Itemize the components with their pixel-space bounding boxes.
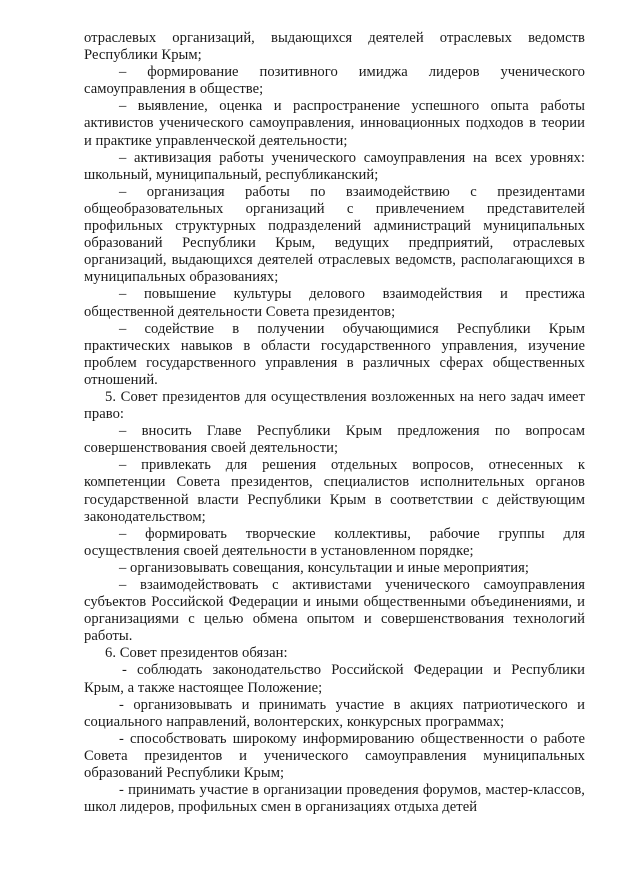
list-item-involve-specialists: – привлекать для решения отдельных вопросов, отнесенных к компетенции Совета президентов, специалистов исполнительных органов государственной власти Республики Крым в соответствии с действующим законодательством; xyxy=(84,457,585,525)
list-item-interact-activists: – взаимодействовать с активистами ученического самоуправления субъектов Российской Федерации и иными общественными объединениями, и организациями с целью обмена опытом и совершенствования технологий работы. xyxy=(84,577,585,645)
list-item-organize-forums: - принимать участие в организации проведения форумов, мастер-классов, школ лидеров, профильных смен в организациях отдыха детей xyxy=(84,782,585,816)
section-5-heading: 5. Совет президентов для осуществления возложенных на него задач имеет право: xyxy=(84,388,585,423)
list-item-practical-skills: – содействие в получении обучающимися Республики Крым практических навыков в области государственного управления, изучение проблем государственного управления в различных сферах общественных отношений. xyxy=(84,320,585,388)
list-item-activation-work: – активизация работы ученического самоуправления на всех уровнях: школьный, муниципальный, республиканский; xyxy=(84,149,585,183)
list-item-experience-identification: – выявление, оценка и распространение успешного опыта работы активистов ученического самоуправления, инновационных подходов в теории и практике управленческой деятельности; xyxy=(84,98,585,149)
document-body xyxy=(84,30,585,816)
list-item-business-culture: – повышение культуры делового взаимодействия и престижа общественной деятельности Совета президентов; xyxy=(84,286,585,320)
list-item-inform-public: - способствовать широкому информированию общественности о работе Совета президентов и ученического самоуправления муниципальных образований Республики Крым; xyxy=(84,730,585,782)
list-item-organize-meetings: – организовывать совещания, консультации и иные мероприятия; xyxy=(119,559,529,576)
list-item-cooperation-organization: – организация работы по взаимодействию с президентами общеобразовательных организаций с привлечением представителей профильных структурных подразделений администраций муниципальных образований Республики Крым, ведущих предприятий, отраслевых организаций, выдающихся деятелей отраслевых ведомств, располагающихся в муниципальных образованиях; xyxy=(84,183,585,286)
list-item-participate-actions: - организовывать и принимать участие в акциях патриотического и социального направлений, волонтерских, конкурсных программах; xyxy=(84,696,585,730)
list-item-proposals: – вносить Главе Республики Крым предложения по вопросам совершенствования своей деятельности; xyxy=(84,423,585,457)
list-item-comply-law: - соблюдать законодательство Российской Федерации и Республики Крым, а также настоящее Положение; xyxy=(84,662,585,696)
list-item-form-groups: – формировать творческие коллективы, рабочие группы для осуществления своей деятельности в установленном порядке; xyxy=(84,525,585,559)
section-6-heading: 6. Совет президентов обязан: xyxy=(105,645,288,662)
paragraph-continuation: отраслевых организаций, выдающихся деятелей отраслевых ведомств Республики Крым; xyxy=(84,30,585,64)
list-item-image-formation: – формирование позитивного имиджа лидеров ученического самоуправления в обществе; xyxy=(84,64,585,98)
